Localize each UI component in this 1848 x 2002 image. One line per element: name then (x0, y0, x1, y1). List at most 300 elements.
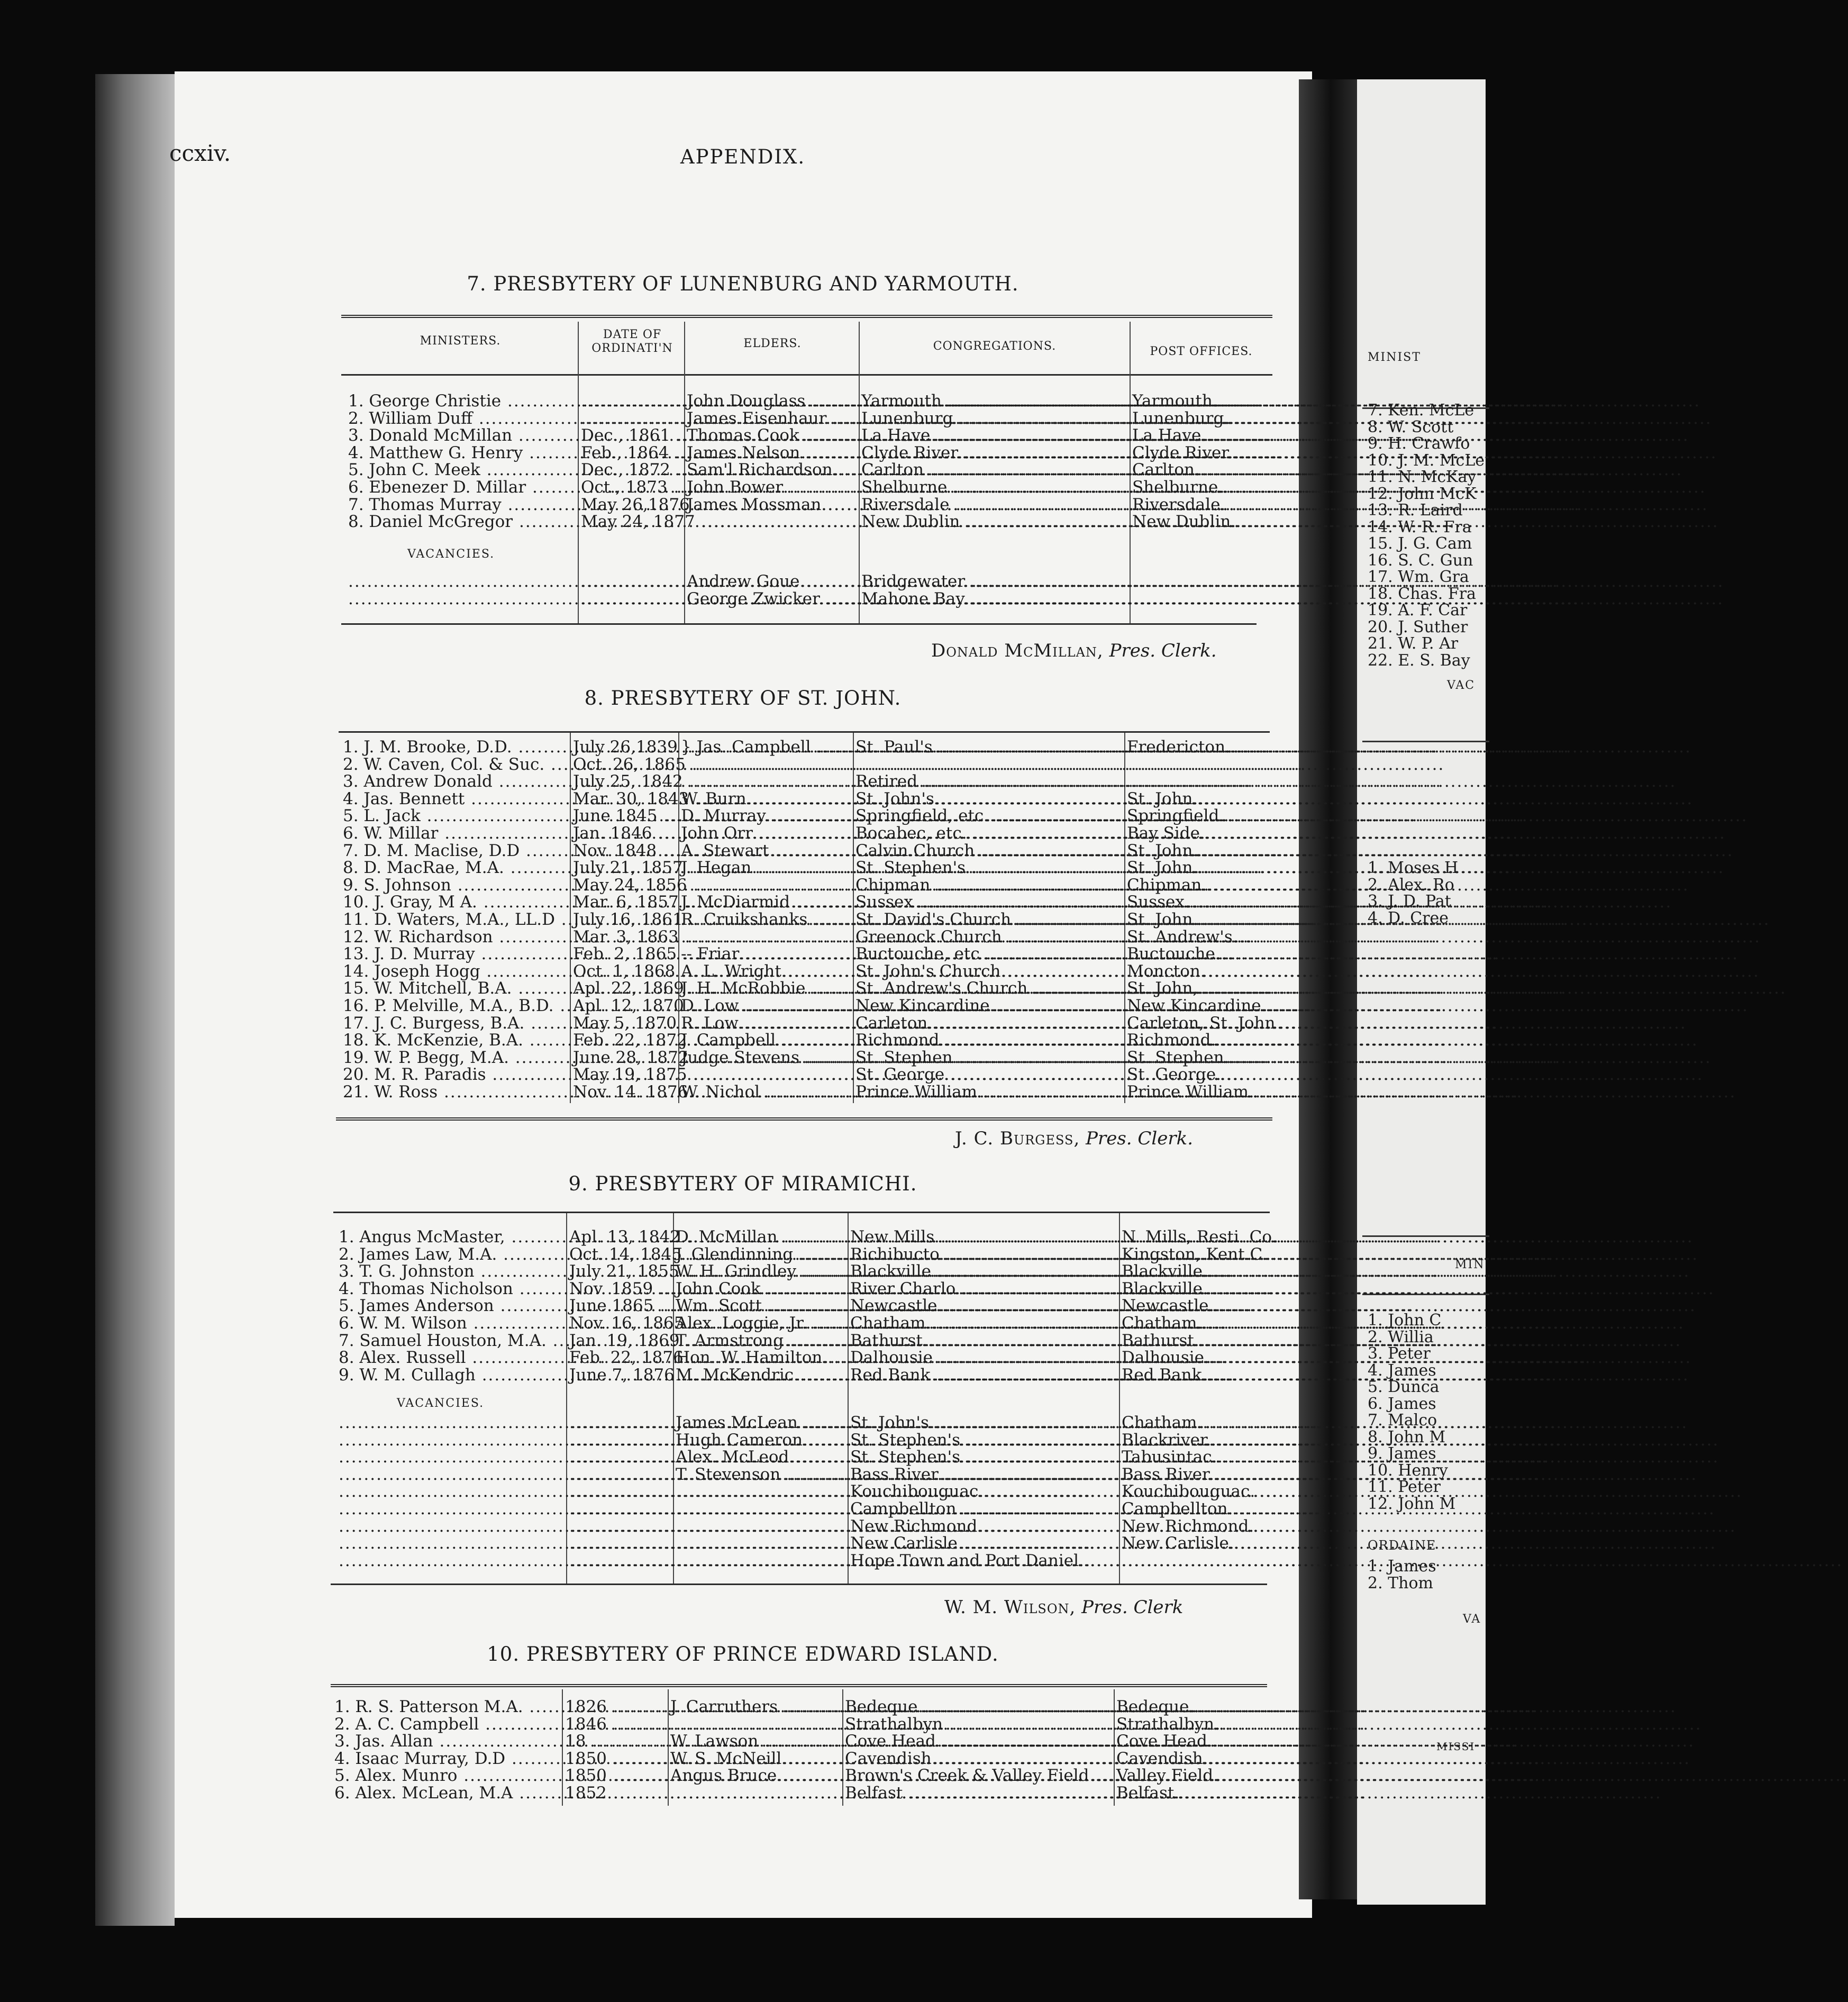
minister-cell: 9. W. M. Cullagh ..... (339, 1367, 565, 1384)
ordination-date-cell: Mar. 30, 1843 ..... (573, 790, 676, 808)
congregation-cell: Bocabec, etc. ..... (855, 825, 1123, 842)
minister-cell: 10. J. Gray, M A. ..... (343, 894, 569, 911)
minister-cell: 17. J. C. Burgess, B.A. ..... (343, 1015, 569, 1032)
congregation-cell: Blackville ..... (850, 1263, 1117, 1280)
elder-cell: D. Low ..... (681, 997, 851, 1015)
congregation-cell: Brown's Creek & Valley Field ..... (845, 1767, 1112, 1785)
minister-cell (348, 590, 576, 608)
congregation-cell: St. Andrew's Church ..... (855, 980, 1123, 997)
ordination-date-cell: Apl. 12, 1870 ..... (573, 997, 676, 1015)
minister-cell: 12. W. Richardson ..... (343, 929, 569, 946)
elder-cell: D. Murray ..... (681, 807, 851, 825)
section-title-miramichi: 9. PRESBYTERY OF MIRAMICHI. (568, 1172, 917, 1195)
col-header-elders: ELDERS. (743, 337, 802, 350)
post-office-cell: St. John, (1127, 979, 1198, 998)
ordination-date-cell: Oct. 14, 1845 ..... (569, 1246, 671, 1263)
post-office-cell: Chipman. (1127, 875, 1207, 895)
congregation-cell: St. Stephen's ..... (850, 1432, 1117, 1449)
post-office-cell: Riversdale. (1132, 495, 1226, 514)
post-office-cell: New Dublin. (1132, 512, 1236, 532)
ordination-date-cell: Jan. 1846 ..... (573, 825, 676, 842)
facing-page-line: 2. Thom (1368, 1573, 1433, 1593)
minister-cell (339, 1432, 565, 1449)
post-office-cell: Bedeque. (1116, 1697, 1195, 1716)
minister-cell: 2. James Law, M.A. ..... (339, 1246, 565, 1263)
post-office-cell: La Have. (1132, 426, 1207, 445)
ordination-date-cell: Nov. 14. 1876 ..... (573, 1084, 676, 1101)
page-number: ccxiv. (169, 140, 231, 166)
facing-page-line: 10. Henry (1368, 1461, 1448, 1480)
minister-cell: 3. Jas. Allan ..... (334, 1733, 561, 1750)
post-office-cell: Springfield. (1127, 806, 1225, 826)
minister-cell: 4. Jas. Bennett ..... (343, 790, 569, 808)
minister-cell (339, 1449, 565, 1466)
congregation-cell: New Richmond ..... (850, 1518, 1117, 1535)
facing-page-line: 3. Peter (1368, 1344, 1431, 1363)
ordination-date-cell (581, 573, 682, 590)
elder-cell: T. Armstrong ..... (676, 1332, 846, 1350)
section-title-prince-edward-island: 10. PRESBYTERY OF PRINCE EDWARD ISLAND. (487, 1643, 999, 1666)
post-office-cell: Yarmouth. (1132, 392, 1218, 411)
vacancies-label: VACANCIES. (407, 548, 495, 561)
elder-cell: D. McMillan ..... (676, 1229, 846, 1246)
minister-cell: 6. Ebenezer D. Millar ..... (348, 479, 576, 496)
elder-cell: John Orr ..... (681, 825, 851, 842)
ordination-date-cell (581, 410, 682, 427)
ordination-date-cell: 1826 ..... (565, 1698, 667, 1716)
minister-cell: 1. J. M. Brooke, D.D. ..... (343, 739, 569, 756)
elder-cell: Alex. McLeod ..... (676, 1449, 846, 1466)
congregation-cell: Carlton ..... (861, 461, 1128, 479)
congregation-cell: Kouchibouguac. ..... (850, 1483, 1117, 1500)
congregation-cell: Lunenburg ..... (861, 410, 1128, 427)
post-office-cell: Fredericton. (1127, 738, 1231, 757)
congregation-cell: St. John's ..... (855, 790, 1123, 808)
post-office-cell: St. John. (1127, 909, 1198, 929)
post-office-cell: Valley Field. (1116, 1766, 1218, 1786)
facing-page-line: 7. Malco (1368, 1411, 1437, 1430)
minister-cell: 3. T. G. Johnston ..... (339, 1263, 565, 1280)
congregation-cell: Belfast ..... (845, 1785, 1112, 1802)
post-office-cell: N. Mills, Resti. Co. (1122, 1227, 1277, 1246)
ordination-date-cell: May 26,1876 ..... (581, 496, 682, 514)
elder-cell: Alex. Loggie, Jr. ..... (676, 1315, 846, 1332)
minister-cell (339, 1500, 565, 1518)
congregation-cell: St. Stephen ..... (855, 1049, 1123, 1067)
ordination-date-cell: Apl. 22, 1869 ..... (573, 980, 676, 997)
minister-cell: 2. W. Caven, Col. & Suc. ..... (343, 756, 569, 774)
congregation-cell: Sussex ..... (855, 894, 1123, 911)
ordination-date-cell (569, 1414, 671, 1432)
elder-cell: Thomas Cook ..... (687, 427, 857, 444)
post-office-cell: New Richmond. (1122, 1516, 1254, 1536)
facing-page-ordained-label: ORDAINE (1368, 1538, 1436, 1553)
facing-page-line: 1. James (1368, 1557, 1436, 1576)
post-office-cell: St. Stephen. (1127, 1048, 1230, 1067)
clerk-name: J. C. Burgess, (955, 1128, 1080, 1149)
elder-cell: Sam'l Richardson. ..... (687, 461, 857, 479)
clerk-title: Pres. Clerk (1081, 1597, 1184, 1618)
congregation-cell: Clyde River ..... (861, 444, 1128, 462)
minister-cell: 20. M. R. Paradis ..... (343, 1066, 569, 1084)
ordination-date-cell: June 1845 ..... (573, 807, 676, 825)
elder-cell: Judge Stevens ..... (681, 1049, 851, 1067)
congregation-cell: River Charlo ..... (850, 1280, 1117, 1298)
facing-page-missions-label: MISSI (1436, 1740, 1476, 1753)
congregation-cell: Chatham ..... (850, 1315, 1117, 1332)
post-office-cell: Campbellton. (1122, 1499, 1233, 1518)
ordination-date-cell: Feb. 22, 1876 ..... (569, 1349, 671, 1367)
post-office-cell: Moncton. (1127, 961, 1206, 981)
presbytery-clerk (944, 1597, 1183, 1618)
post-office-cell: Cove Head. (1116, 1732, 1213, 1751)
congregation-cell: Dalhousie ..... (850, 1349, 1117, 1367)
section-title-lunenburg: 7. PRESBYTERY OF LUNENBURG AND YARMOUTH. (467, 272, 1019, 295)
congregation-cell: St. Stephen's ..... (850, 1449, 1117, 1466)
post-office-cell: Carleton, St. John (1127, 1013, 1276, 1033)
ordination-date-cell: July 16, 1861 ..... (573, 911, 676, 929)
section-title-st-john: 8. PRESBYTERY OF ST. JOHN. (584, 687, 902, 709)
elder-cell: W. S. McNeill ..... (670, 1750, 841, 1768)
minister-cell: 5. James Anderson ..... (339, 1297, 565, 1315)
post-office-cell: Dalhousie. (1122, 1348, 1209, 1368)
elder-cell: John Bower ..... (687, 479, 857, 496)
elder-cell: A. L. Wright ..... (681, 963, 851, 980)
ordination-date-cell: July 26,1839 ..... (573, 739, 676, 756)
ordination-date-cell (569, 1552, 671, 1570)
facing-page-line: 17. Wm. Gra (1368, 568, 1469, 586)
facing-page-line: 4. James (1368, 1361, 1436, 1380)
minister-cell: 1. R. S. Patterson M.A. ..... (334, 1698, 561, 1716)
ordination-date-cell: June 7, 1876 ..... (569, 1367, 671, 1384)
elder-cell: James Nelson ..... (687, 444, 857, 462)
presbytery-clerk (955, 1128, 1193, 1149)
congregation-cell: Riversdale ..... (861, 496, 1128, 514)
minister-cell (348, 573, 576, 590)
elder-cell: M. McKendric ..... (676, 1367, 846, 1384)
post-office-cell: Carlton. (1132, 460, 1200, 480)
ordination-date-cell (569, 1466, 671, 1484)
minister-cell (339, 1535, 565, 1552)
minister-cell: 6. W. Millar ..... (343, 825, 569, 842)
congregation-cell: Chipman ..... (855, 877, 1123, 894)
elder-cell: John Douglass ..... (687, 393, 857, 410)
elder-cell: R. Low ..... (681, 1015, 851, 1032)
elder-cell: J. Hegan ..... (681, 859, 851, 877)
elder-cell: W. H. Grindley ..... (676, 1263, 846, 1280)
post-office-cell: Sussex. (1127, 893, 1190, 912)
facing-page-line: 19. A. F. Car (1368, 601, 1468, 620)
elder-cell: W. Lawson ..... (670, 1733, 841, 1750)
post-office-cell: Chatham. (1122, 1413, 1203, 1432)
elder-cell: J. Campbell ..... (681, 1032, 851, 1049)
ordination-date-cell: Dec., 1872 ..... (581, 461, 682, 479)
facing-page-line: 16. S. C. Gun (1368, 551, 1473, 570)
clerk-title: Pres. Clerk. (1086, 1128, 1194, 1149)
facing-page-vacancies-label: VA (1463, 1613, 1481, 1626)
minister-cell: 3. Andrew Donald ..... (343, 773, 569, 790)
facing-page-vacancies-label: VAC (1447, 679, 1476, 692)
minister-cell: 15. W. Mitchell, B.A. ..... (343, 980, 569, 997)
minister-cell: 8. Daniel McGregor ..... (348, 513, 576, 531)
facing-page-line: 22. E. S. Bay (1368, 651, 1470, 670)
elder-cell: John Cook ..... (676, 1280, 846, 1298)
congregation-cell: Richibucto ..... (850, 1246, 1117, 1263)
elder-cell: } Jas. Campbell ..... (681, 739, 851, 756)
col-header-date: DATE OF ORDINATI'N (591, 328, 673, 355)
elder-cell: J. H. McRobbie ..... (681, 980, 851, 997)
ordination-date-cell (569, 1449, 671, 1466)
post-office-cell: St. John. (1127, 789, 1198, 808)
vacancies-label: VACANCIES. (397, 1397, 485, 1410)
congregation-cell: Strathalbyn ..... (845, 1716, 1112, 1733)
table-top-rule (339, 731, 1270, 733)
ordination-date-cell: 1850 ..... (565, 1750, 667, 1768)
congregation-cell: Newcastle ..... (850, 1297, 1117, 1315)
table-top-rule (333, 1212, 1270, 1213)
minister-cell: 9. S. Johnson ..... (343, 877, 569, 894)
minister-cell: 1. Angus McMaster, ..... (339, 1229, 565, 1246)
minister-cell: 4. Thomas Nicholson ..... (339, 1280, 565, 1298)
congregation-cell: Red Bank ..... (850, 1367, 1117, 1384)
minister-cell: 2. A. C. Campbell ..... (334, 1716, 561, 1733)
facing-page-line: 9. James (1368, 1444, 1436, 1463)
post-office-cell: Bathurst. (1122, 1331, 1199, 1350)
elder-cell: J. Glendinning ..... (676, 1246, 846, 1263)
minister-cell: 3. Donald McMillan ..... (348, 427, 576, 444)
ordination-date-cell: Oct. 26, 1865 ..... (573, 756, 676, 774)
elder-cell: -- Friar ..... (681, 945, 851, 963)
post-office-cell: Shelburne. (1132, 477, 1224, 497)
ordination-date-cell: July 21, 1857 ..... (573, 859, 676, 877)
elder-cell: James Eisenhaur ..... (687, 410, 857, 427)
minister-cell: 8. D. MacRae, M.A. ..... (343, 859, 569, 877)
facing-page-line: 14. W. R. Fra (1368, 517, 1472, 536)
minister-cell: 11. D. Waters, M.A., LL.D ..... (343, 911, 569, 929)
ordination-date-cell: May 24, 1877 ..... (581, 513, 682, 531)
elder-cell: George Zwicker ..... (687, 590, 857, 608)
congregation-cell: Buctouche, etc ..... (855, 945, 1123, 963)
post-office-cell: Kingston, Kent C. (1122, 1244, 1268, 1264)
ordination-date-cell: Feb. 2, 1865 ..... (573, 945, 676, 963)
facing-page-line: 15. J. G. Cam (1368, 534, 1472, 553)
table-top-rule (341, 315, 1272, 318)
facing-page-header-c: MIN (1455, 1258, 1485, 1271)
congregation-cell: Campbellton ..... (850, 1500, 1117, 1518)
presbytery-clerk (931, 640, 1217, 661)
facing-page-line: 9. H. Crawfo (1368, 434, 1470, 453)
minister-cell: 2. William Duff ..... (348, 410, 576, 427)
clerk-name: Donald McMillan, (931, 640, 1104, 661)
elder-cell: J. Carruthers ..... (670, 1698, 841, 1716)
table-bottom-rule (341, 623, 1257, 625)
minister-cell: 4. Matthew G. Henry ..... (348, 444, 576, 462)
clerk-name: W. M. Wilson, (944, 1597, 1076, 1618)
post-office-cell: Buctouche. (1127, 944, 1221, 964)
congregation-cell: La Have ..... (861, 427, 1128, 444)
facing-page-header: MINIST (1368, 351, 1421, 364)
ordination-date-cell: Jan. 19, 1869 ..... (569, 1332, 671, 1350)
minister-cell: 6. Alex. McLean, M.A ..... (334, 1785, 561, 1802)
ordination-date-cell: Oct., 1873 ..... (581, 479, 682, 496)
elder-cell: T. Stevenson ..... (676, 1466, 846, 1484)
elder-cell: W. Nichol ..... (681, 1084, 851, 1101)
congregation-cell: Bedeque ..... (845, 1698, 1112, 1716)
congregation-cell: Yarmouth ..... (861, 393, 1128, 410)
congregation-cell: Shelburne ..... (861, 479, 1128, 496)
ordination-date-cell: May 24, 1856 ..... (573, 877, 676, 894)
elder-cell: Wm. Scott ..... (676, 1297, 846, 1315)
facing-page-line: 6. James (1368, 1394, 1436, 1413)
elder-cell: Hon. W. Hamilton. ..... (676, 1349, 846, 1367)
facing-page-line: 4. D. Cree (1368, 908, 1449, 927)
minister-cell: 7. Thomas Murray ..... (348, 496, 576, 514)
congregation-cell: St. John's Church ..... (855, 963, 1123, 980)
ordination-date-cell: 1846 ..... (565, 1716, 667, 1733)
facing-page-line: 13. R. Laird (1368, 501, 1463, 520)
congregation-cell: Calvin Church ..... (855, 842, 1123, 860)
congregation-cell: Richmond ..... (855, 1032, 1123, 1049)
congregation-cell: Prince William ..... (855, 1084, 1123, 1101)
post-office-cell: Bass River. (1122, 1464, 1214, 1484)
congregation-cell: Bass River ..... (850, 1466, 1117, 1484)
minister-cell (339, 1483, 565, 1500)
elder-cell: J. McDiarmid ..... (681, 894, 851, 911)
ordination-date-cell: Mar. 3, 1863 ..... (573, 929, 676, 946)
facing-page-line: 2. Alex. Ro (1368, 875, 1454, 894)
post-office-cell: St. George. (1127, 1065, 1222, 1085)
facing-page-line: 12. John McK (1368, 484, 1477, 503)
congregation-cell: Springfield, etc. ..... (855, 807, 1123, 825)
facing-page-line: 10. J. M. McLe (1368, 451, 1485, 470)
facing-page-line: 1. Moses H (1368, 859, 1459, 877)
post-office-cell: Blackriver. (1122, 1430, 1212, 1450)
facing-page-line: 21. W. P. Ar (1368, 634, 1459, 653)
congregation-cell: St. Stephen's ..... (855, 859, 1123, 877)
facing-page-line: 8. John M (1368, 1427, 1446, 1446)
congregation-cell: Mahone Bay ..... (861, 590, 1128, 608)
congregation-cell: Cove Head ..... (845, 1733, 1112, 1750)
ordination-date-cell: Nov. 16, 1865 ..... (569, 1315, 671, 1332)
table-top-rule (331, 1684, 1267, 1687)
table-bottom-rule (331, 1584, 1267, 1585)
ordination-date-cell (569, 1535, 671, 1552)
congregation-cell: St. David's Church ..... (855, 911, 1123, 929)
minister-cell: 8. Alex. Russell ..... (339, 1349, 565, 1367)
ordination-date-cell (569, 1483, 671, 1500)
elder-cell: Hugh Cameron ..... (676, 1432, 846, 1449)
minister-cell (339, 1414, 565, 1432)
ordination-date-cell (569, 1500, 671, 1518)
post-office-cell: Lunenburg. (1132, 408, 1230, 428)
col-header-congregations: CONGREGATIONS. (933, 340, 1057, 353)
congregation-cell: St. Paul's ..... (855, 739, 1123, 756)
facing-page-line: 5. Dunca (1368, 1378, 1440, 1396)
post-office-cell: Red Bank. (1122, 1365, 1207, 1385)
post-office-cell: Kouchibouguac. (1122, 1482, 1255, 1502)
elder-cell: W. Burn ..... (681, 790, 851, 808)
post-office-cell: Prince William. (1127, 1082, 1254, 1102)
congregation-cell: Bathurst ..... (850, 1332, 1117, 1350)
elder-cell: Angus Bruce ..... (670, 1767, 841, 1785)
congregation-cell: New Dublin ..... (861, 513, 1128, 531)
ordination-date-cell: Nov. 1848 ..... (573, 842, 676, 860)
ordination-date-cell: Apl. 13, 1842 ..... (569, 1229, 671, 1246)
post-office-cell: Belfast. (1116, 1783, 1180, 1803)
post-office-cell: New Carlisle. (1122, 1534, 1234, 1553)
post-office-cell: Blackville. (1122, 1262, 1208, 1281)
post-office-cell: Strathalbyn. (1116, 1714, 1219, 1734)
elder-cell: A. Stewart ..... (681, 842, 851, 860)
minister-cell: 19. W. P. Begg, M.A. ..... (343, 1049, 569, 1067)
facing-page-line: 8. W. Scott (1368, 417, 1454, 436)
congregation-cell: St. John's ..... (850, 1414, 1117, 1432)
ordination-date-cell: Oct. 1, 1868 ..... (573, 963, 676, 980)
ordination-date-cell (581, 393, 682, 410)
post-office-cell: Richmond. (1127, 1031, 1216, 1050)
ordination-date-cell: May 19, 1875 ..... (573, 1066, 676, 1084)
ordination-date-cell (581, 590, 682, 608)
elder-cell: Andrew Goue ..... (687, 573, 857, 590)
elder-cell: James McLean ..... (676, 1414, 846, 1432)
minister-cell: 18. K. McKenzie, B.A. ..... (343, 1032, 569, 1049)
minister-cell: 5. Alex. Munro ..... (334, 1767, 561, 1785)
col-header-ministers: MINISTERS. (420, 334, 501, 348)
post-office-cell: Bay Side. (1127, 823, 1205, 843)
facing-page-line: 20. J. Suther (1368, 617, 1468, 636)
minister-cell: 7. Samuel Houston, M.A. ..... (339, 1332, 565, 1350)
congregation-cell: New Carlisle ..... (850, 1535, 1117, 1552)
minister-cell: 1. George Christie ..... (348, 393, 576, 410)
minister-cell (339, 1518, 565, 1535)
running-head: APPENDIX. (680, 145, 806, 168)
elder-cell: James Mossman ..... (687, 496, 857, 514)
congregation-cell: Retired ..... (855, 773, 1123, 790)
minister-cell: 5. L. Jack ..... (343, 807, 569, 825)
post-office-cell: Newcastle. (1122, 1296, 1214, 1316)
ordination-date-cell: Dec., 1861 ..... (581, 427, 682, 444)
post-office-cell: New Kincardine. (1127, 996, 1267, 1015)
facing-page-line: 11. N. McKay (1368, 468, 1477, 486)
minister-cell: 13. J. D. Murray ..... (343, 945, 569, 963)
facing-page-line: 2. Willia (1368, 1327, 1434, 1346)
ordination-date-cell: 18 ..... (565, 1733, 667, 1750)
post-office-cell: Blackville. (1122, 1279, 1208, 1298)
minister-cell: 14. Joseph Hogg ..... (343, 963, 569, 980)
ordination-date-cell: 1850 ..... (565, 1767, 667, 1785)
ordination-date-cell: Feb. 22, 1872 ..... (573, 1032, 676, 1049)
post-office-cell: St. John. (1127, 858, 1198, 878)
facing-page-line: 18. Chas. Fra (1368, 584, 1476, 603)
post-office-cell: Cavendish. (1116, 1749, 1208, 1768)
header-bottom-rule (341, 374, 1272, 376)
minister-cell: 7. D. M. Maclise, D.D ..... (343, 842, 569, 860)
ordination-date-cell: Mar. 6, 1857 ..... (573, 894, 676, 911)
congregation-cell: Cavendish ..... (845, 1750, 1112, 1768)
post-office-cell: Tabusintac. (1122, 1448, 1217, 1467)
minister-cell: 6. W. M. Wilson ..... (339, 1315, 565, 1332)
clerk-title: Pres. Clerk. (1109, 640, 1217, 661)
congregation-cell: Greenock Church ..... (855, 929, 1123, 946)
post-office-cell: St. Andrew's. (1127, 927, 1238, 947)
facing-page-line: 3. J. D. Pat (1368, 892, 1451, 911)
minister-cell (339, 1466, 565, 1484)
facing-page-line: 12. John M (1368, 1494, 1456, 1513)
ordination-date-cell: June 1865 ..... (569, 1297, 671, 1315)
minister-cell (339, 1552, 565, 1570)
ordination-date-cell: July 21, 1855 ..... (569, 1263, 671, 1280)
congregation-cell: St. George ..... (855, 1066, 1123, 1084)
